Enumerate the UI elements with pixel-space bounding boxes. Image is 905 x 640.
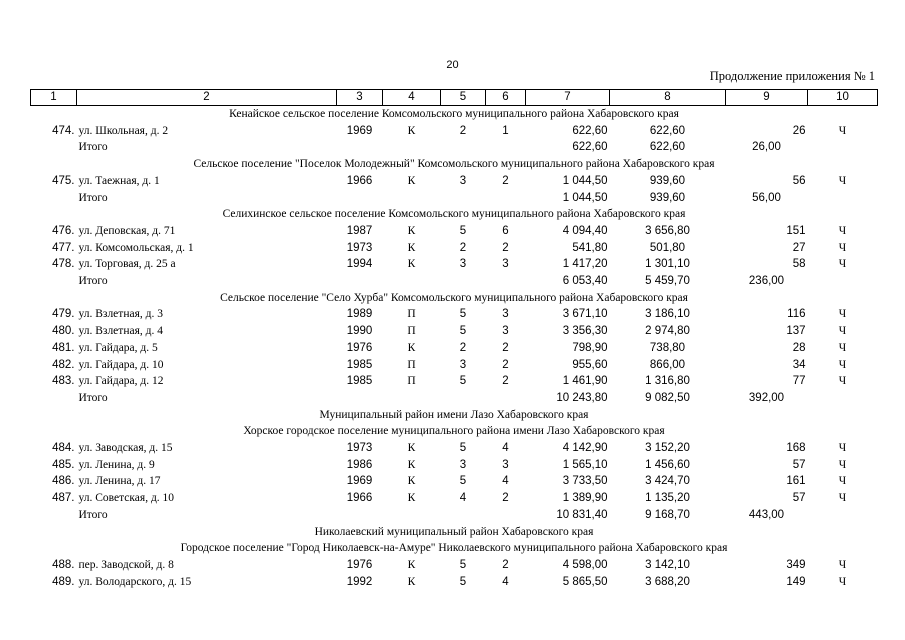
wall-material: К	[407, 442, 416, 455]
subtotal-total-area: 1 044,50	[562, 191, 608, 204]
floor-count: 2	[459, 241, 467, 254]
column-header: 2	[77, 90, 337, 106]
row-number: 483.	[52, 375, 75, 388]
empty-cell	[486, 507, 526, 524]
row-number: 476.	[52, 224, 75, 237]
section-heading: Сельское поселение "Поселок Молодежный" Комсомольского муниципального района Хабаровского края	[193, 158, 715, 171]
section-heading-row	[31, 407, 878, 424]
appendix-note: Продолжение приложения № 1	[709, 69, 875, 83]
table-row	[31, 323, 878, 340]
row-number: 489.	[52, 575, 75, 588]
mark: Ч	[838, 341, 847, 354]
floor-count: 3	[459, 458, 467, 471]
table-row	[31, 123, 878, 140]
column-header: 10	[808, 90, 878, 106]
year-built: 1976	[346, 558, 373, 571]
entrance-count: 3	[502, 308, 509, 321]
mark: Ч	[838, 558, 847, 571]
address: ул. Ленина, д. 17	[78, 475, 161, 488]
living-area: 3 152,20	[645, 442, 690, 455]
address: ул. Школьная, д. 2	[78, 124, 169, 137]
resident-count: 349	[786, 558, 806, 571]
column-header: 6	[486, 90, 526, 106]
entrance-count: 2	[502, 492, 509, 505]
entrance-count: 6	[502, 224, 509, 237]
row-number: 477.	[52, 241, 75, 254]
empty-cell	[31, 273, 77, 290]
subtotal-row	[31, 139, 878, 156]
living-area: 939,60	[649, 174, 686, 187]
empty-cell	[808, 139, 878, 156]
total-area: 1 461,90	[562, 375, 608, 388]
subtotal-label: Итого	[78, 191, 108, 204]
empty-cell	[31, 390, 77, 407]
year-built: 1969	[346, 475, 373, 488]
entrance-count: 2	[502, 558, 509, 571]
mark: Ч	[838, 241, 847, 254]
wall-material: К	[407, 341, 416, 354]
mark: Ч	[838, 358, 847, 371]
empty-cell	[383, 190, 441, 207]
floor-count: 5	[459, 224, 467, 237]
subtotal-residents: 236,00	[748, 275, 785, 288]
column-header: 3	[337, 90, 383, 106]
total-area: 3 356,30	[562, 325, 608, 338]
living-area: 3 656,80	[645, 224, 690, 237]
subtotal-row	[31, 390, 878, 407]
resident-count: 137	[786, 325, 806, 338]
subtotal-living-area: 9 168,70	[645, 508, 690, 521]
resident-count: 34	[792, 358, 806, 371]
year-built: 1976	[346, 341, 373, 354]
subtotal-residents: 26,00	[752, 141, 781, 154]
table-row	[31, 357, 878, 374]
housing-table	[30, 89, 878, 590]
living-area: 1 456,60	[645, 458, 690, 471]
subtotal-living-area: 9 082,50	[645, 391, 690, 404]
mark: Ч	[838, 325, 847, 338]
address: ул. Комсомольская, д. 1	[78, 241, 194, 254]
empty-cell	[441, 190, 486, 207]
floor-count: 5	[459, 558, 467, 571]
subtotal-label: Итого	[78, 275, 108, 288]
table-row	[31, 173, 878, 190]
empty-cell	[441, 139, 486, 156]
wall-material: П	[407, 358, 416, 371]
empty-cell	[808, 507, 878, 524]
floor-count: 3	[459, 258, 467, 271]
wall-material: К	[407, 258, 416, 271]
empty-cell	[383, 139, 441, 156]
row-number: 488.	[52, 558, 75, 571]
resident-count: 28	[792, 341, 806, 354]
section-heading-row	[31, 290, 878, 307]
year-built: 1966	[346, 492, 373, 505]
empty-cell	[486, 139, 526, 156]
address: ул. Торговая, д. 25 а	[78, 258, 176, 271]
floor-count: 5	[459, 375, 467, 388]
subtotal-total-area: 10 243,80	[556, 391, 608, 404]
resident-count: 57	[792, 458, 806, 471]
total-area: 4 094,40	[562, 224, 608, 237]
subtotal-row	[31, 507, 878, 524]
total-area: 798,90	[572, 341, 608, 354]
living-area: 866,00	[649, 358, 686, 371]
subtotal-total-area: 622,60	[572, 141, 608, 154]
wall-material: П	[407, 375, 416, 388]
wall-material: К	[407, 241, 416, 254]
living-area: 3 424,70	[645, 475, 690, 488]
floor-count: 3	[459, 358, 467, 371]
year-built: 1969	[346, 124, 373, 137]
row-number: 487.	[52, 492, 75, 505]
empty-cell	[337, 390, 383, 407]
empty-cell	[486, 390, 526, 407]
section-heading: Николаевский муниципальный район Хабаровского края	[314, 525, 594, 538]
address: ул. Гайдара, д. 5	[78, 341, 158, 354]
row-number: 481.	[52, 341, 75, 354]
resident-count: 26	[792, 124, 806, 137]
mark: Ч	[838, 258, 847, 271]
subtotal-living-area: 622,60	[649, 141, 686, 154]
total-area: 5 865,50	[562, 575, 608, 588]
entrance-count: 2	[502, 341, 509, 354]
total-area: 4 598,00	[562, 558, 608, 571]
row-number: 486.	[52, 475, 75, 488]
empty-cell	[337, 507, 383, 524]
wall-material: К	[407, 224, 416, 237]
empty-cell	[31, 190, 77, 207]
column-header: 4	[383, 90, 441, 106]
living-area: 3 142,10	[645, 558, 690, 571]
resident-count: 58	[792, 258, 806, 271]
living-area: 501,80	[649, 241, 686, 254]
year-built: 1989	[346, 308, 373, 321]
column-header: 5	[441, 90, 486, 106]
table-row	[31, 240, 878, 257]
mark: Ч	[838, 308, 847, 321]
section-heading-row	[31, 524, 878, 541]
table-row	[31, 457, 878, 474]
year-built: 1966	[346, 174, 373, 187]
subtotal-row	[31, 273, 878, 290]
row-number: 478.	[52, 258, 75, 271]
page-number: 20	[446, 59, 459, 71]
mark: Ч	[838, 174, 847, 187]
wall-material: П	[407, 325, 416, 338]
entrance-count: 2	[502, 241, 509, 254]
year-built: 1994	[346, 258, 373, 271]
wall-material: К	[407, 174, 416, 187]
empty-cell	[31, 139, 77, 156]
year-built: 1985	[346, 358, 373, 371]
entrance-count: 3	[502, 325, 509, 338]
resident-count: 56	[792, 174, 806, 187]
total-area: 3 733,50	[562, 475, 608, 488]
year-built: 1987	[346, 224, 373, 237]
address: ул. Ленина, д. 9	[78, 458, 155, 471]
year-built: 1973	[346, 442, 373, 455]
address: ул. Таежная, д. 1	[78, 174, 160, 187]
empty-cell	[337, 139, 383, 156]
section-heading: Хорское городское поселение муниципального района имени Лазо Хабаровского края	[243, 425, 665, 438]
subtotal-living-area: 939,60	[649, 191, 686, 204]
address: ул. Гайдара, д. 10	[78, 358, 164, 371]
mark: Ч	[838, 442, 847, 455]
entrance-count: 2	[502, 358, 509, 371]
floor-count: 4	[459, 492, 467, 505]
empty-cell	[383, 273, 441, 290]
living-area: 2 974,80	[645, 325, 690, 338]
resident-count: 149	[786, 575, 806, 588]
entrance-count: 1	[502, 124, 509, 137]
empty-cell	[383, 507, 441, 524]
entrance-count: 4	[502, 475, 509, 488]
total-area: 541,80	[572, 241, 608, 254]
column-header: 8	[610, 90, 726, 106]
column-number-header	[31, 90, 878, 106]
empty-cell	[441, 507, 486, 524]
row-number: 475.	[52, 174, 75, 187]
living-area: 1 135,20	[645, 492, 690, 505]
row-number: 474.	[52, 124, 75, 137]
year-built: 1986	[346, 458, 373, 471]
section-heading-row	[31, 540, 878, 557]
total-area: 1 417,20	[562, 258, 608, 271]
subtotal-residents: 56,00	[752, 191, 781, 204]
living-area: 3 688,20	[645, 575, 690, 588]
resident-count: 116	[787, 308, 806, 321]
resident-count: 27	[792, 241, 806, 254]
section-heading: Селихинское сельское поселение Комсомольского муниципального района Хабаровского края	[222, 208, 686, 221]
resident-count: 151	[786, 224, 806, 237]
entrance-count: 4	[502, 442, 509, 455]
floor-count: 5	[459, 325, 467, 338]
section-heading-row	[31, 106, 878, 123]
address: ул. Взлетная, д. 4	[78, 325, 163, 338]
resident-count: 161	[786, 475, 806, 488]
living-area: 622,60	[649, 124, 686, 137]
empty-cell	[337, 190, 383, 207]
table-body	[31, 90, 878, 591]
address: ул. Советская, д. 10	[78, 492, 175, 505]
entrance-count: 2	[502, 375, 509, 388]
empty-cell	[31, 507, 77, 524]
wall-material: К	[407, 475, 416, 488]
mark: Ч	[838, 224, 847, 237]
section-heading-row	[31, 156, 878, 173]
row-number: 482.	[52, 358, 75, 371]
empty-cell	[486, 273, 526, 290]
total-area: 955,60	[572, 358, 608, 371]
subtotal-residents: 443,00	[748, 508, 785, 521]
living-area: 3 186,10	[645, 308, 690, 321]
section-heading: Сельское поселение "Село Хурба" Комсомольского муниципального района Хабаровского края	[220, 291, 688, 304]
empty-cell	[383, 390, 441, 407]
address: ул. Деповская, д. 71	[78, 224, 176, 237]
section-heading-row	[31, 423, 878, 440]
floor-count: 5	[459, 475, 467, 488]
mark: Ч	[838, 375, 847, 388]
total-area: 4 142,90	[562, 442, 608, 455]
table-row	[31, 557, 878, 574]
resident-count: 168	[786, 442, 806, 455]
total-area: 1 389,90	[562, 492, 608, 505]
wall-material: К	[407, 458, 416, 471]
column-header: 9	[726, 90, 808, 106]
wall-material: П	[407, 308, 416, 321]
living-area: 1 316,80	[645, 375, 690, 388]
address: ул. Гайдара, д. 12	[78, 375, 164, 388]
table-row	[31, 440, 878, 457]
column-header: 7	[526, 90, 610, 106]
floor-count: 5	[459, 442, 467, 455]
floor-count: 3	[459, 174, 467, 187]
empty-cell	[337, 273, 383, 290]
section-heading: Кенайское сельское поселение Комсомольского муниципального района Хабаровского края	[229, 108, 679, 120]
subtotal-total-area: 10 831,40	[556, 508, 608, 521]
wall-material: К	[407, 124, 416, 137]
empty-cell	[441, 390, 486, 407]
floor-count: 2	[459, 341, 467, 354]
section-heading: Городское поселение "Город Николаевск-на-Амуре" Николаевского муниципального района Хабаровского края	[180, 542, 728, 555]
year-built: 1973	[346, 241, 373, 254]
mark: Ч	[838, 575, 847, 588]
floor-count: 2	[459, 124, 467, 137]
year-built: 1985	[346, 375, 373, 388]
total-area: 1 044,50	[562, 174, 608, 187]
mark: Ч	[838, 124, 847, 137]
table-row	[31, 256, 878, 273]
entrance-count: 3	[502, 458, 509, 471]
wall-material: К	[407, 492, 416, 505]
table-row	[31, 574, 878, 591]
subtotal-label: Итого	[78, 141, 108, 154]
subtotal-row	[31, 190, 878, 207]
section-heading-row	[31, 206, 878, 223]
empty-cell	[808, 190, 878, 207]
floor-count: 5	[459, 308, 467, 321]
empty-cell	[808, 273, 878, 290]
row-number: 480.	[52, 325, 75, 338]
table-row	[31, 340, 878, 357]
entrance-count: 3	[502, 258, 509, 271]
table-row	[31, 306, 878, 323]
address: ул. Володарского, д. 15	[78, 575, 192, 588]
mark: Ч	[838, 475, 847, 488]
row-number: 479.	[52, 308, 75, 321]
entrance-count: 4	[502, 575, 509, 588]
section-heading: Муниципальный район имени Лазо Хабаровского края	[319, 408, 589, 421]
subtotal-label: Итого	[78, 391, 108, 404]
year-built: 1992	[346, 575, 373, 588]
subtotal-label: Итого	[78, 508, 108, 521]
address: пер. Заводской, д. 8	[78, 558, 174, 571]
living-area: 1 301,10	[645, 258, 690, 271]
subtotal-total-area: 6 053,40	[562, 275, 608, 288]
row-number: 485.	[52, 458, 75, 471]
address: ул. Заводская, д. 15	[78, 442, 173, 455]
subtotal-residents: 392,00	[748, 391, 785, 404]
floor-count: 5	[459, 575, 467, 588]
table-row	[31, 473, 878, 490]
mark: Ч	[838, 458, 847, 471]
total-area: 3 671,10	[562, 308, 608, 321]
year-built: 1990	[346, 325, 373, 338]
wall-material: К	[407, 575, 416, 588]
address: ул. Взлетная, д. 3	[78, 308, 163, 321]
subtotal-living-area: 5 459,70	[645, 275, 690, 288]
row-number: 484.	[52, 442, 75, 455]
resident-count: 57	[792, 492, 806, 505]
table-row	[31, 373, 878, 390]
table-row	[31, 490, 878, 507]
entrance-count: 2	[502, 174, 509, 187]
total-area: 622,60	[572, 124, 608, 137]
empty-cell	[441, 273, 486, 290]
living-area: 738,80	[649, 341, 686, 354]
mark: Ч	[838, 492, 847, 505]
column-header: 1	[31, 90, 77, 106]
wall-material: К	[407, 558, 416, 571]
table-row	[31, 223, 878, 240]
empty-cell	[808, 390, 878, 407]
empty-cell	[486, 190, 526, 207]
resident-count: 77	[792, 375, 806, 388]
total-area: 1 565,10	[562, 458, 608, 471]
